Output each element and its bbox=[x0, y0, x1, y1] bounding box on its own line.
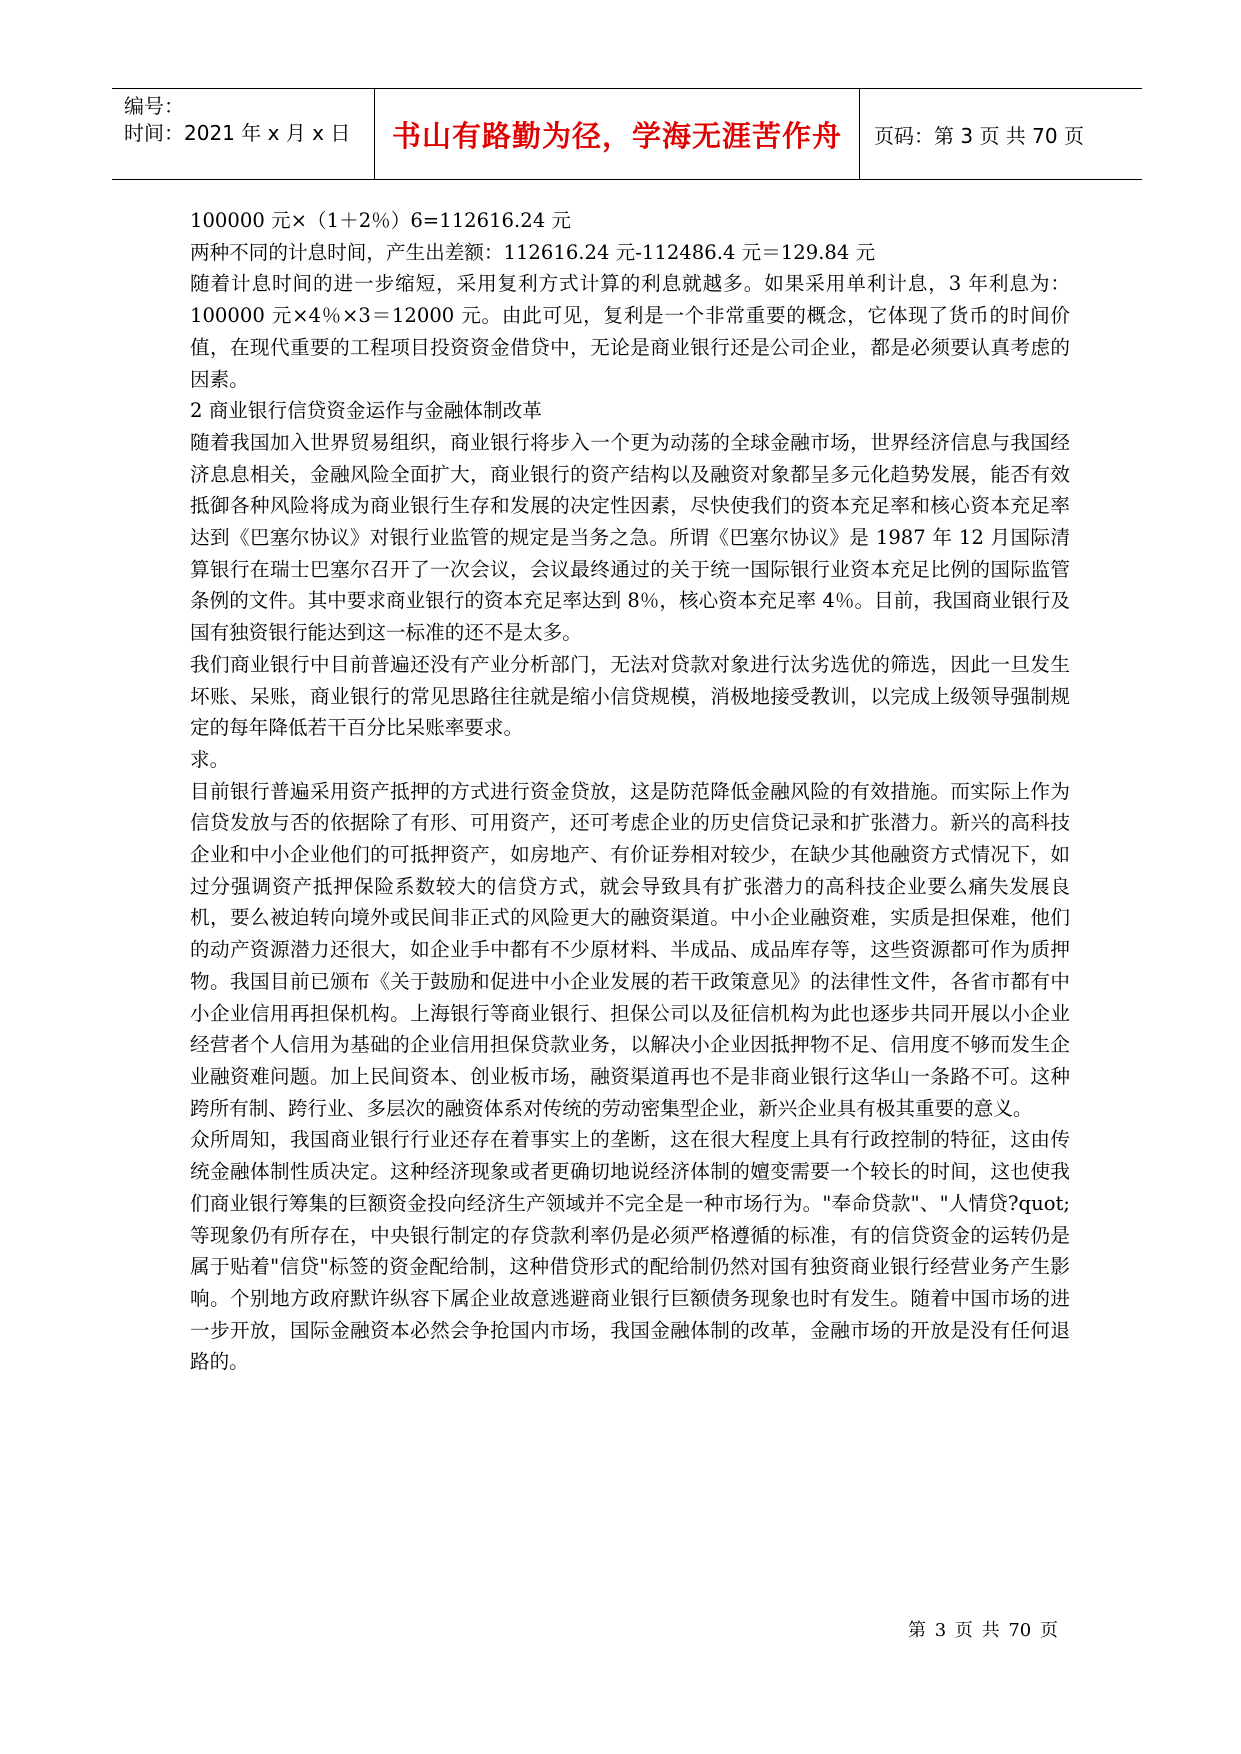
document-body bbox=[190, 205, 1070, 1378]
paragraph: 求。 bbox=[190, 747, 230, 771]
header-page-cell bbox=[860, 89, 1142, 179]
paragraph: 两种不同的计息时间，产生出差额：112616.24 元-112486.4 元＝129.84 元 bbox=[190, 240, 876, 264]
section-heading: 2 商业银行信贷资金运作与金融体制改革 bbox=[190, 399, 542, 423]
page-header bbox=[112, 88, 1142, 180]
header-motto-cell bbox=[374, 89, 860, 179]
page-footer bbox=[908, 1616, 1058, 1642]
paragraph: 我们商业银行中目前普遍还没有产业分析部门，无法对贷款对象进行汰劣选优的筛选，因此一旦发生坏账、呆账，商业银行的常见思路往往就是缩小信贷规模，消极地接受教训，以完成上级领导强制规定的每年降低若干百分比呆账率要求。 bbox=[190, 652, 1070, 740]
paragraph: 目前银行普遍采用资产抵押的方式进行资金贷放，这是防范降低金融风险的有效措施。而实际上作为信贷发放与否的依据除了有形、可用资产，还可考虑企业的历史信贷记录和扩张潜力。新兴的高科技企业和中小企业他们的可抵押资产，如房地产、有价证券相对较少，在缺少其他融资方式情况下，如过分强调资产抵押保险系数较大的信贷方式，就会导致具有扩张潜力的高科技企业要么痛失发展良机，要么被迫转向境外或民间非正式的风险更大的融资渠道。中小企业融资难，实质是担保难，他们的动产资源潜力还很大，如企业手中都有不少原材料、半成品、成品库存等，这些资源都可作为质押物。我国目前已颁布《关于鼓励和促进中小企业发展的若干政策意见》的法律性文件，各省市都有中小企业信用再担保机构。上海银行等商业银行、担保公司以及征信机构为此也逐步共同开展以小企业经营者个人信用为基础的企业信用担保贷款业务，以解决小企业因抵押物不足、信用度不够而发生企业融资难问题。加上民间资本、创业板市场，融资渠道再也不是非商业银行这华山一条路不可。这种跨所有制、跨行业、多层次的融资体系对传统的劳动密集型企业，新兴企业具有极其重要的意义。 bbox=[190, 779, 1070, 1120]
paragraph: 众所周知，我国商业银行行业还存在着事实上的垄断，这在很大程度上具有行政控制的特征，这由传统金融体制性质决定。这种经济现象或者更确切地说经济体制的嬗变需要一个较长的时间，这也使我们商业银行筹集的巨额资金投向经济生产领域并不完全是一种市场行为。"奉命贷款"、"人情贷?quot;等现象仍有所存在，中央银行制定的存贷款利率仍是必须严格遵循的标准，有的信贷资金的运转仍是属于贴着"信贷"标签的资金配给制，这种借贷形式的配给制仍然对国有独资商业银行经营业务产生影响。个别地方政府默许纵容下属企业故意逃避商业银行巨额债务现象也时有发生。随着中国市场的进一步开放，国际金融资本必然会争抢国内市场，我国金融体制的改革，金融市场的开放是没有任何退路的。 bbox=[190, 1128, 1070, 1374]
paragraph: 随着计息时间的进一步缩短，采用复利方式计算的利息就越多。如果采用单利计息，3 年利息为：100000 元×4％×3＝12000 元。由此可见，复利是一个非常重要的概念，它体现了货币的时间价值，在现代重要的工程项目投资资金借贷中，无论是商业银行还是公司企业，都是必须要认真考虑的因素。 bbox=[190, 272, 1070, 391]
document-time-label: 时间：2021 年 x 月 x 日 bbox=[124, 121, 351, 145]
footer-page-number: 第 3 页 共 70 页 bbox=[908, 1620, 1058, 1641]
header-page-label: 页码：第 3 页 共 70 页 bbox=[874, 123, 1084, 148]
paragraph: 随着我国加入世界贸易组织，商业银行将步入一个更为动荡的全球金融市场，世界经济信息与我国经济息息相关，金融风险全面扩大，商业银行的资产结构以及融资对象都呈多元化趋势发展，能否有效抵御各种风险将成为商业银行生存和发展的决定性因素，尽快使我们的资本充足率和核心资本充足率达到《巴塞尔协议》对银行业监管的规定是当务之急。所谓《巴塞尔协议》是 1987 年 12 月国际清算银行在瑞士巴塞尔召开了一次会议，会议最终通过的关于统一国际银行业资本充足比例的国际监管条例的文件。其中要求商业银行的资本充足率达到 8％，核心资本充足率 4％。目前，我国商业银行及国有独资银行能达到这一标准的还不是太多。 bbox=[190, 430, 1070, 645]
document-number-label: 编号： bbox=[124, 94, 184, 118]
header-meta bbox=[112, 89, 374, 179]
paragraph: 100000 元×（1＋2％）6=112616.24 元 bbox=[190, 209, 572, 232]
motto-text: 书山有路勤为径，学海无涯苦作舟 bbox=[391, 118, 842, 153]
